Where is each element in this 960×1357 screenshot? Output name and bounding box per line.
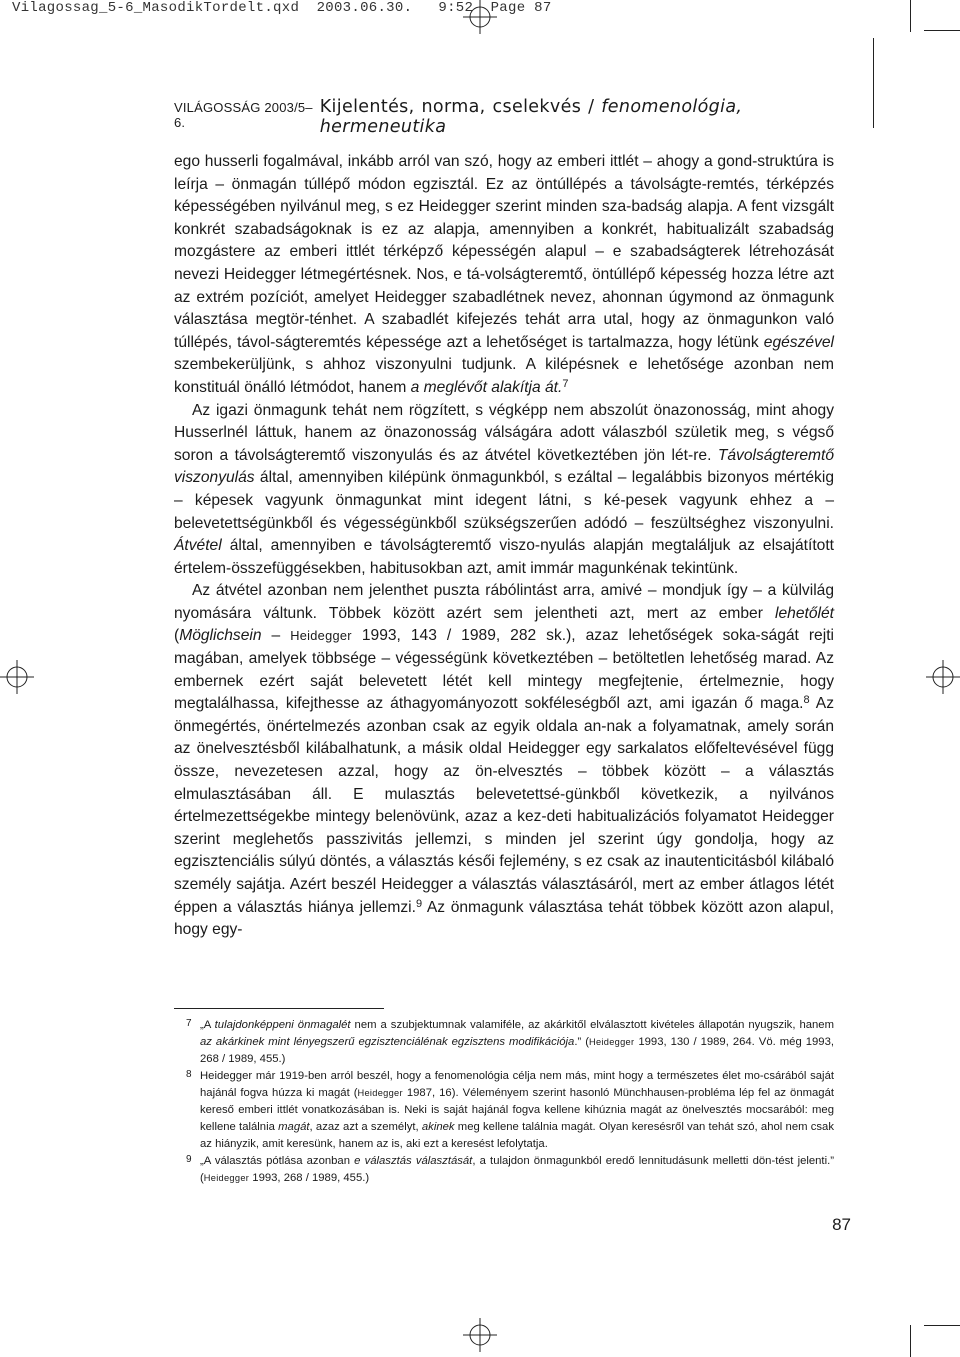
- footnote-number: 9: [186, 1154, 192, 1165]
- text-run: szembekerüljünk, s ahhoz viszonyulni tudjunk. A kilépésnek e lehetősége azonban nem konstituál önálló létmódot, hanem: [174, 356, 834, 396]
- running-header: [174, 97, 860, 137]
- registration-mark-icon: [926, 660, 960, 694]
- text-run: által, amennyiben kilépünk önmagunkból, s ezáltal – legalábbis bizonyos mértékig – képesek vagyunk önmagunkat mint idegent látni, s ké-pesek vagyunk ehhez a –belevetettségünkből és végességünkből szükségszerűen adódó – feszültséghez viszonyulni.: [174, 469, 834, 532]
- text-run: „A: [200, 1019, 215, 1031]
- emphasis: magát: [278, 1121, 310, 1133]
- text-run: által, amennyiben e távolságteremtő viszo-nyulás alapján megtaláljuk az elsajátított értelem-összefüggésekben, habitusokban azt, amit immár magunkénak tekintünk.: [174, 537, 834, 577]
- page-number: 87: [832, 1215, 851, 1234]
- emphasis: a meglévőt alakítja át.: [410, 378, 563, 396]
- emphasis: e választás választását: [354, 1155, 473, 1167]
- text-run: Az önmegértés, önértelmezés azonban csak az egyik oldala an-nak a folyamatnak, amely során az önelvesztésből kilábalhatunk, a másik oldal Heidegger egy sarkalatos előfeltevésével függ össze, nevezetesen azzal, hogy az ön-elvesztés – többek között – a választás elmulasztásában áll. E mulasztás belevetettsé-günkből következik, a nyilvános értelmezettségekbe mintegy belenövünk, azaz a kez-deti habitualizációs folyamatot Heidegger szerint meglehetős passzivitás jellemzi, s minden jel szerint úgy gondolja, hogy az egzisztenciális súlyú döntés, a választás késői fejlemény, s ez csak az inautenticitásból kilábaló személy sajátja. Azért beszél Heidegger a választás választásáról, mert az ember átlagos létét éppen a választás hiánya jellemzi.: [174, 695, 834, 916]
- footnote-ref[interactable]: 8: [803, 694, 810, 707]
- text-run: nem a szubjektumnak valamiféle, az akárkitől elválasztott kivételes állapotán nyugszik, hanem: [350, 1019, 835, 1031]
- author-name: Heidegger: [290, 628, 352, 644]
- slug-page: Page 87: [490, 0, 552, 16]
- registration-mark-icon: [463, 0, 497, 34]
- journal-issue: VILÁGOSSÁG 2003/5–6.: [174, 100, 313, 130]
- text-run: meg kellene találnia magát. Olyan keresésről van tehát szó, ahol nem csak az hiányzik, amit keresünk, hanem az is, aki ezt a keresést lefolytatja.: [200, 1121, 834, 1150]
- text-run: –: [261, 627, 291, 645]
- emphasis: Távolságteremtő viszonyulás: [174, 446, 834, 487]
- text-run: Az igazi önmagunk tehát nem rögzített, s végképp nem abszolút önazonosság, mint ahogy Husserlnél láttuk, hanem az önazonosság válságára adott válaszból születik meg, s végső soron a távolságteremtő viszonyulás és az átvétel következtében jön lét-re.: [174, 401, 834, 464]
- footnote-9: [186, 1153, 834, 1187]
- text-run: „A választás pótlása azonban: [200, 1155, 355, 1167]
- paragraph: [174, 400, 834, 581]
- footnote-ref[interactable]: 9: [415, 897, 423, 910]
- crop-mark: [910, 0, 911, 32]
- text-run: Az önmagunk választása tehát többek között azon alapul, hogy egy-: [174, 898, 834, 939]
- footnotes: [186, 1017, 834, 1187]
- author-name: Heidegger: [203, 1173, 250, 1183]
- text-run: 1987, 16). Véleményem szerint hasonló Münchhausen-probléma lép fel az önmagát kereső emberi ittlét vonatkozásában is. Neki is saját hajánál fogva kellene kihúznia magát az önelvesztés mocsarából: meg kellene találnia: [200, 1087, 834, 1133]
- paragraph: [174, 580, 834, 942]
- paragraph: [174, 151, 834, 400]
- crop-mark: [873, 38, 874, 128]
- text-run: , azaz azt a személyt,: [309, 1121, 422, 1133]
- emphasis: Átvétel: [174, 537, 222, 555]
- footnote-ref[interactable]: 7: [562, 377, 569, 390]
- section-title: [320, 97, 860, 137]
- emphasis: egészével: [763, 333, 834, 351]
- emphasis: tulajdonképpeni önmagalét: [214, 1019, 351, 1031]
- slug-time: 9:52: [438, 0, 474, 16]
- text-run: (: [174, 627, 180, 645]
- slug-filename: Vilagossag_5-6_MasodikTordelt.qxd: [12, 0, 300, 16]
- text-run: , a tulajdon önmagunkból eredő lennitudásunk melletti dön-tést jelenti.” (: [200, 1155, 834, 1184]
- author-name: Heidegger: [357, 1088, 403, 1098]
- footnote-number: 8: [186, 1069, 192, 1080]
- emphasis: Möglichsein: [179, 627, 262, 645]
- text-run: .” (: [574, 1036, 589, 1048]
- registration-mark-icon: [0, 660, 34, 694]
- section-title-italic: fenomenológia, hermeneutika: [319, 97, 743, 137]
- author-name: Heidegger: [588, 1037, 635, 1047]
- text-run: 1993, 130 / 1989, 264. Vö. még 1993, 268 / 1989, 455.): [200, 1036, 834, 1065]
- emphasis: akinek: [421, 1121, 455, 1133]
- text-run: 1993, 143 / 1989, 282 sk.), azaz lehetőségek soka-ságát rejti magában, amelyek többsége – végességünk következtében – betöltetlen lehetőség marad. Az embernek ezért saját belevetett létét kell mintegy megfejtenie, értelmeznie, hogy megtalálhassa, kifejthesse az áthagyományozott sokféleségből azt, ami igazán ő maga.: [174, 627, 834, 713]
- crop-mark: [924, 1325, 960, 1326]
- text-run: Az átvétel azonban nem jelenthet puszta rábólintást arra, amivé – mondjuk így – a külvilág nyomására váltunk. Többek között azért sem jelentheti azt, mert az ember: [174, 582, 834, 622]
- body-text: [174, 151, 834, 942]
- footnote-7: [186, 1017, 834, 1068]
- footnote-8: [186, 1068, 834, 1153]
- text-run: ego husserli fogalmával, inkább arról van szó, hogy az emberi ittlét – ahogy a gond-struktúra is leírja – önmagán túllépő módon egzisztál. Ez az öntúllépés a távolságte-remtés, térképzés képességében nyilvánul meg, s ez Heidegger szerint minden sza-badság alapja. A fent vizsgált konkrét szabadságoknak is ez az alapja, amennyiben a konkrét, habitualizált szabadság mozgástere az emberi ittlét térképző képességén alapul – e szabadságterek létrehozását nevezi Heidegger létmegértésnek. Nos, e tá-volságteremtő, öntúllépő képesség hozza létre azt az extrém pozíciót, amelyet Heidegger szabadlétnek nevez, ahonnan úgymond az önmagunk választása megtör-ténhet. A szabadlét kifejezés tehát arra utal, hogy az önmagunkon való túllépés, távol-ságteremtés képessége azt a lehetőséget is tartalmazza, hogy létünk: [174, 153, 834, 351]
- text-run: Heidegger már 1919-ben arról beszél, hogy a fenomenológia célja nem más, mint hogy a természetes élet mo-csárából saját hajánál fogva húzza ki magát (: [200, 1070, 834, 1099]
- crop-mark: [924, 30, 960, 31]
- crop-mark: [910, 1325, 911, 1357]
- section-title-main: Kijelentés, norma, cselekvés /: [319, 97, 602, 117]
- emphasis: lehetőlét: [775, 604, 834, 622]
- footnote-number: 7: [186, 1018, 192, 1029]
- text-run: 1993, 268 / 1989, 455.): [249, 1172, 370, 1184]
- emphasis: az akárkinek mint lényegszerű egzisztenciálénak egzisztens modifikációja: [200, 1036, 575, 1048]
- registration-mark-icon: [463, 1318, 497, 1352]
- slug-date: 2003.06.30.: [316, 0, 413, 16]
- footnote-divider: [174, 1008, 384, 1009]
